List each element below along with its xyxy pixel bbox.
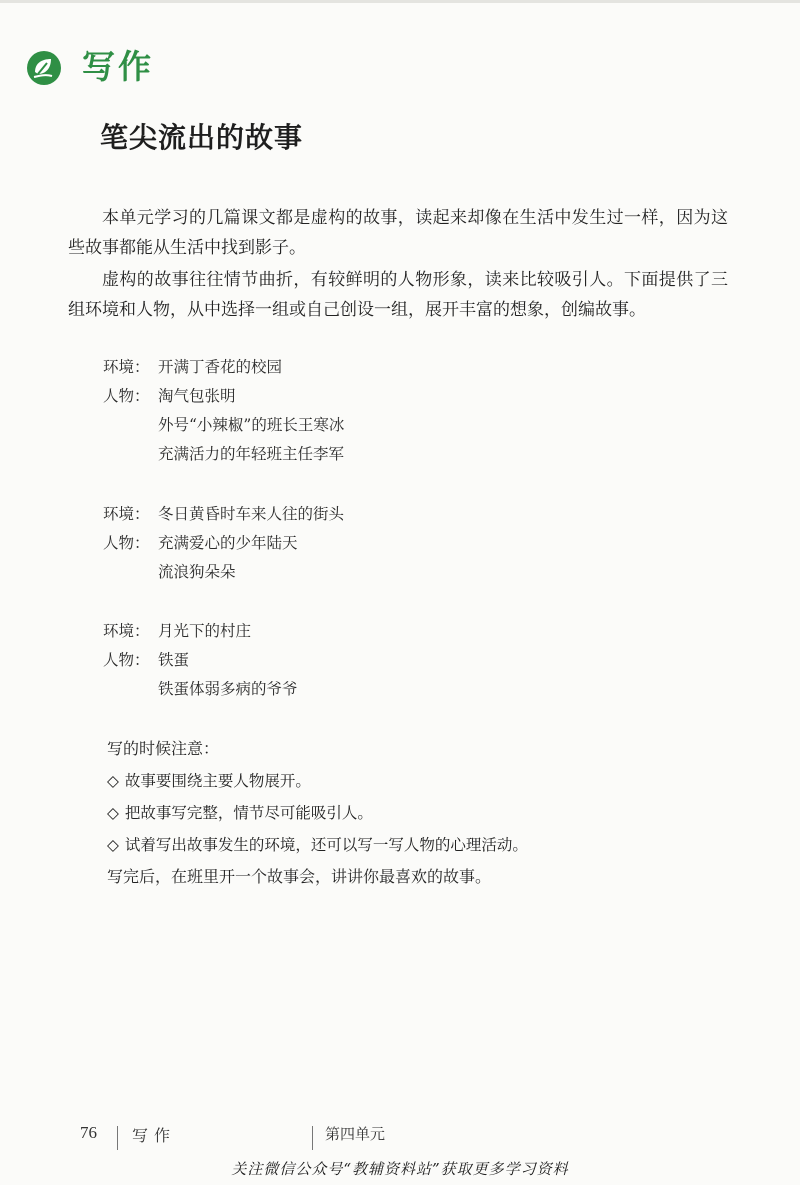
scenario-group-2 (103, 500, 344, 587)
person-text: 流浪狗朵朵 (158, 563, 236, 581)
page-number: 76 (80, 1123, 97, 1142)
people-label: 人物： (103, 651, 150, 669)
tip-item (107, 797, 528, 829)
person-text: 充满活力的年轻班主任李军 (158, 445, 345, 463)
tip-text: 试着写出故事发生的环境，还可以写一写人物的心理活动。 (124, 836, 528, 854)
diamond-bullet-icon: ◇ (107, 836, 119, 854)
people-label: 人物： (103, 387, 150, 405)
intro-paragraph: 本单元学习的几篇课文都是虚构的故事，读起来却像在生活中发生过一样，因为这些故事都能从生活中找到影子。 (68, 208, 728, 258)
page-top-edge (0, 0, 800, 3)
tip-text: 把故事写完整，情节尽可能吸引人。 (124, 804, 373, 822)
env-text: 月光下的村庄 (158, 622, 252, 640)
scenario-group-3 (103, 617, 298, 704)
tip-item (107, 765, 528, 797)
person-text: 淘气包张明 (158, 387, 236, 405)
diamond-bullet-icon: ◇ (107, 804, 119, 822)
person-text: 铁蛋 (158, 651, 190, 669)
tip-text: 故事要围绕主要人物展开。 (124, 772, 311, 790)
footer-section-label: 写作 (132, 1126, 177, 1145)
watermark-text: 关注微信公众号“教辅资料站”获取更多学习资料 (231, 1160, 569, 1178)
env-label: 环境： (103, 622, 150, 640)
writing-notes (107, 733, 528, 893)
diamond-bullet-icon: ◇ (107, 772, 119, 790)
lesson-title: 笔尖流出的故事 (100, 121, 304, 154)
section-title: 写作 (82, 47, 154, 86)
footer-divider (117, 1126, 118, 1150)
env-label: 环境： (103, 505, 150, 523)
notes-heading: 写的时候注意： (107, 739, 220, 758)
pencil-leaf-icon (26, 50, 62, 86)
tip-item (107, 829, 528, 861)
env-text: 冬日黄昏时车来人往的街头 (158, 505, 345, 523)
intro-text (68, 203, 728, 327)
intro-paragraph: 虚构的故事往往情节曲折，有较鲜明的人物形象，读来比较吸引人。下面提供了三组环境和人物，从中选择一组或自己创设一组，展开丰富的想象，创编故事。 (68, 270, 728, 320)
env-text: 开满丁香花的校园 (158, 358, 283, 376)
footer-unit-label: 第四单元 (325, 1125, 386, 1143)
person-text: 外号“小辣椒”的班长王寒冰 (158, 416, 345, 434)
person-text: 充满爱心的少年陆天 (158, 534, 298, 552)
people-label: 人物： (103, 534, 150, 552)
scenario-group-1 (103, 353, 344, 469)
person-text: 铁蛋体弱多病的爷爷 (158, 680, 298, 698)
footer-divider (312, 1126, 313, 1150)
env-label: 环境： (103, 358, 150, 376)
closing-text: 写完后，在班里开一个故事会，讲讲你最喜欢的故事。 (107, 867, 492, 886)
